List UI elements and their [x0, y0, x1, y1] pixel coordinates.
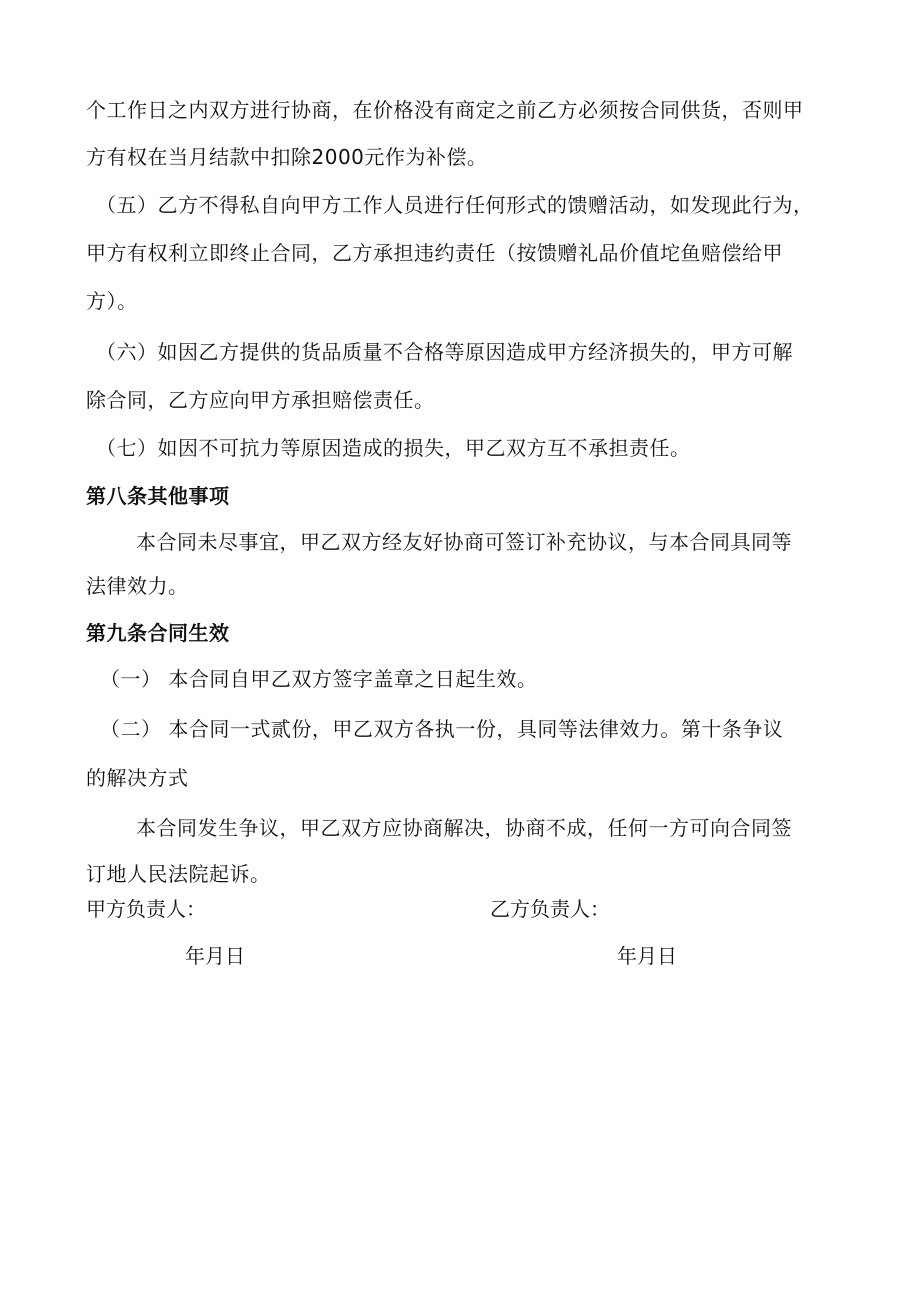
text-line: 本合同发生争议，甲乙双方应协商解决，协商不成，任何一方可向合同签: [136, 816, 792, 840]
section-heading-article-8: 第八条其他事项: [86, 484, 230, 508]
text-line: 除合同，乙方应向甲方承担赔偿责任。: [86, 388, 435, 412]
text-line: 个工作日之内双方进行协商，在价格没有商定之前乙方必须按合同供货，否则甲: [86, 98, 804, 122]
text-line: （五）乙方不得私自向甲方工作人员进行任何形式的馈赠活动，如发现此行为，: [96, 193, 814, 217]
text-line: 法律效力。: [86, 574, 189, 598]
party-b-date-label: 年月日: [617, 944, 677, 968]
party-a-signer-label: 甲方负责人：: [86, 897, 206, 921]
text-line: 本合同未尽事宜，甲乙双方经友好协商可签订补充协议，与本合同具同等: [136, 530, 792, 554]
text-line: （六）如因乙方提供的货品质量不合格等原因造成甲方经济损失的，甲方可解: [96, 340, 793, 364]
text-line: （七）如因不可抗力等原因造成的损失，甲乙双方互不承担责任。: [96, 436, 691, 460]
text-line: 甲方有权利立即终止合同，乙方承担违约责任（按馈赠礼品价值坨鱼赔偿给甲: [86, 241, 783, 265]
text-line: 方）。: [86, 289, 138, 313]
text-line: （一） 本合同自甲乙双方签字盖章之日起生效。: [100, 667, 538, 691]
text-line: （二） 本合同一式贰份，甲乙双方各执一份，具同等法律效力。第十条争议: [100, 717, 784, 741]
party-b-signer-label: 乙方负责人：: [490, 897, 610, 921]
party-a-date-label: 年月日: [185, 944, 245, 968]
section-heading-article-9: 第九条合同生效: [86, 621, 230, 645]
text-line: 方有权在当月结款中扣除2000元作为补偿。: [86, 145, 488, 169]
text-line: 订地人民法院起诉。: [86, 862, 271, 886]
text-line: 的解决方式: [86, 766, 189, 790]
